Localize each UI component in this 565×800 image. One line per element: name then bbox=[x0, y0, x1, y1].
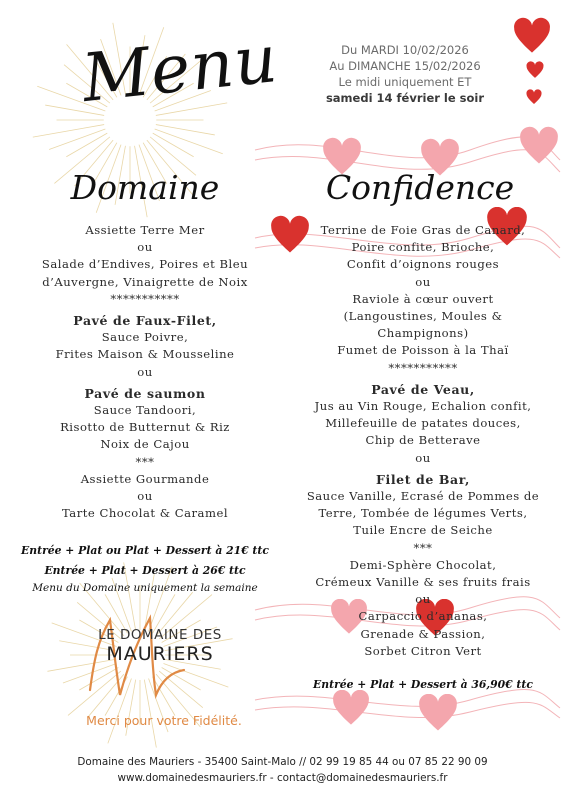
confidence-menu-line: Poire confite, Brioche, bbox=[351, 240, 495, 255]
domaine-menu-line: Assiette Gourmande bbox=[80, 471, 210, 486]
confidence-dish-title: Filet de Bar, bbox=[376, 471, 470, 487]
date-line-bold: samedi 14 février le soir bbox=[325, 91, 485, 105]
domaine-menu-line: Noix de Cajou bbox=[100, 437, 190, 452]
heart-icon bbox=[513, 16, 551, 56]
confidence-menu-line: Sorbet Citron Vert bbox=[364, 643, 482, 658]
confidence-menu-line: Fumet de Poisson à la Thaï bbox=[337, 343, 509, 358]
confidence-menu-line: *** bbox=[413, 540, 433, 555]
domaine-menu-title: Domaine bbox=[70, 168, 220, 207]
heart-icon bbox=[526, 61, 544, 79]
confidence-menu-line: Champignons) bbox=[377, 326, 469, 341]
domaine-menu-line: ou bbox=[137, 240, 153, 255]
heart-icon bbox=[332, 690, 370, 726]
confidence-dish-title: Pavé de Veau, bbox=[371, 381, 475, 397]
confidence-menu-line: Crémeux Vanille & ses fruits frais bbox=[315, 575, 531, 590]
domaine-dish-title: Pavé de Faux-Filet, bbox=[73, 313, 217, 329]
confidence-menu-line: Chip de Betterave bbox=[365, 433, 481, 448]
confidence-menu-line: Grenade & Passion, bbox=[360, 626, 486, 641]
confidence-menu-line: ou bbox=[415, 592, 431, 607]
confidence-menu-line: (Langoustines, Moules & bbox=[343, 309, 503, 324]
footer-address-phone: Domaine des Mauriers - 35400 Saint-Malo // 02 99 19 85 44 ou 07 85 22 90 09 bbox=[77, 756, 488, 768]
confidence-menu-line: ou bbox=[415, 274, 431, 289]
domaine-menu-line: Salade d’Endives, Poires et Bleu bbox=[41, 257, 249, 272]
domaine-menu-line: ou bbox=[137, 489, 153, 504]
confidence-menu-line: Terre, Tombée de légumes Verts, bbox=[318, 506, 528, 521]
domaine-menu-line: Assiette Terre Mer bbox=[85, 223, 205, 237]
domaine-menu-line: Tarte Chocolat & Caramel bbox=[61, 506, 229, 521]
logo-text-top: LE DOMAINE DES bbox=[98, 627, 222, 643]
confidence-menu-title: Confidence bbox=[325, 168, 515, 207]
confidence-menu-line: Millefeuille de patates douces, bbox=[325, 416, 521, 431]
domaine-price-line: Entrée + Plat ou Plat + Dessert à 21€ ttc bbox=[21, 544, 269, 557]
confidence-menu-line: Terrine de Foie Gras de Canard, bbox=[320, 223, 526, 237]
domaine-menu-line: ou bbox=[137, 364, 153, 379]
domaine-menu-line: Sauce Tandoori, bbox=[93, 403, 197, 418]
domaine-prices bbox=[14, 541, 276, 581]
domaine-menu-line: Frites Maison & Mousseline bbox=[55, 347, 235, 362]
confidence-menu-line: Raviole à cœur ouvert bbox=[352, 291, 494, 306]
domaine-menu-line: *** bbox=[135, 454, 155, 469]
thank-you-message: Merci pour votre Fidélité. bbox=[86, 713, 242, 728]
domaine-menu-items bbox=[14, 222, 276, 522]
domaine-menu-line: d’Auvergne, Vinaigrette de Noix bbox=[42, 274, 248, 289]
heart-icon bbox=[519, 126, 559, 166]
date-line: Au DIMANCHE 15/02/2026 bbox=[329, 59, 481, 73]
domaine-dish-title: Pavé de saumon bbox=[84, 385, 206, 401]
menu-title: Menu bbox=[78, 19, 282, 118]
domaine-note: Menu du Domaine uniquement la semaine bbox=[32, 582, 258, 594]
confidence-menu-line: Jus au Vin Rouge, Echalion confit, bbox=[314, 399, 532, 414]
confidence-menu-line: Tuile Encre de Seiche bbox=[353, 523, 493, 538]
confidence-price: Entrée + Plat + Dessert à 36,90€ ttc bbox=[313, 678, 533, 691]
heart-icon bbox=[526, 89, 542, 105]
date-line: Le midi uniquement ET bbox=[338, 75, 472, 89]
footer-web-email: www.domainedesmauriers.fr - contact@domainedesmauriers.fr bbox=[117, 772, 448, 784]
confidence-menu-line: Confit d’oignons rouges bbox=[346, 257, 500, 272]
confidence-menu-line: ou bbox=[415, 450, 431, 465]
heart-icon bbox=[418, 694, 458, 732]
confidence-menu-items bbox=[292, 222, 554, 660]
confidence-menu-line: Carpaccio d’ananas, bbox=[358, 609, 488, 624]
date-line: Du MARDI 10/02/2026 bbox=[341, 43, 469, 57]
confidence-menu-line: Demi-Sphère Chocolat, bbox=[349, 557, 497, 572]
domaine-menu-line: Sauce Poivre, bbox=[101, 330, 189, 345]
logo-text-bottom: MAURIERS bbox=[106, 643, 214, 665]
domaine-menu-line: *********** bbox=[110, 291, 180, 306]
date-info bbox=[300, 42, 510, 106]
domaine-price-line: Entrée + Plat + Dessert à 26€ ttc bbox=[44, 564, 246, 577]
domaine-menu-line: Risotto de Butternut & Riz bbox=[60, 420, 230, 435]
confidence-menu-line: Sauce Vanille, Ecrasé de Pommes de bbox=[306, 489, 540, 504]
confidence-menu-line: *********** bbox=[388, 360, 458, 375]
